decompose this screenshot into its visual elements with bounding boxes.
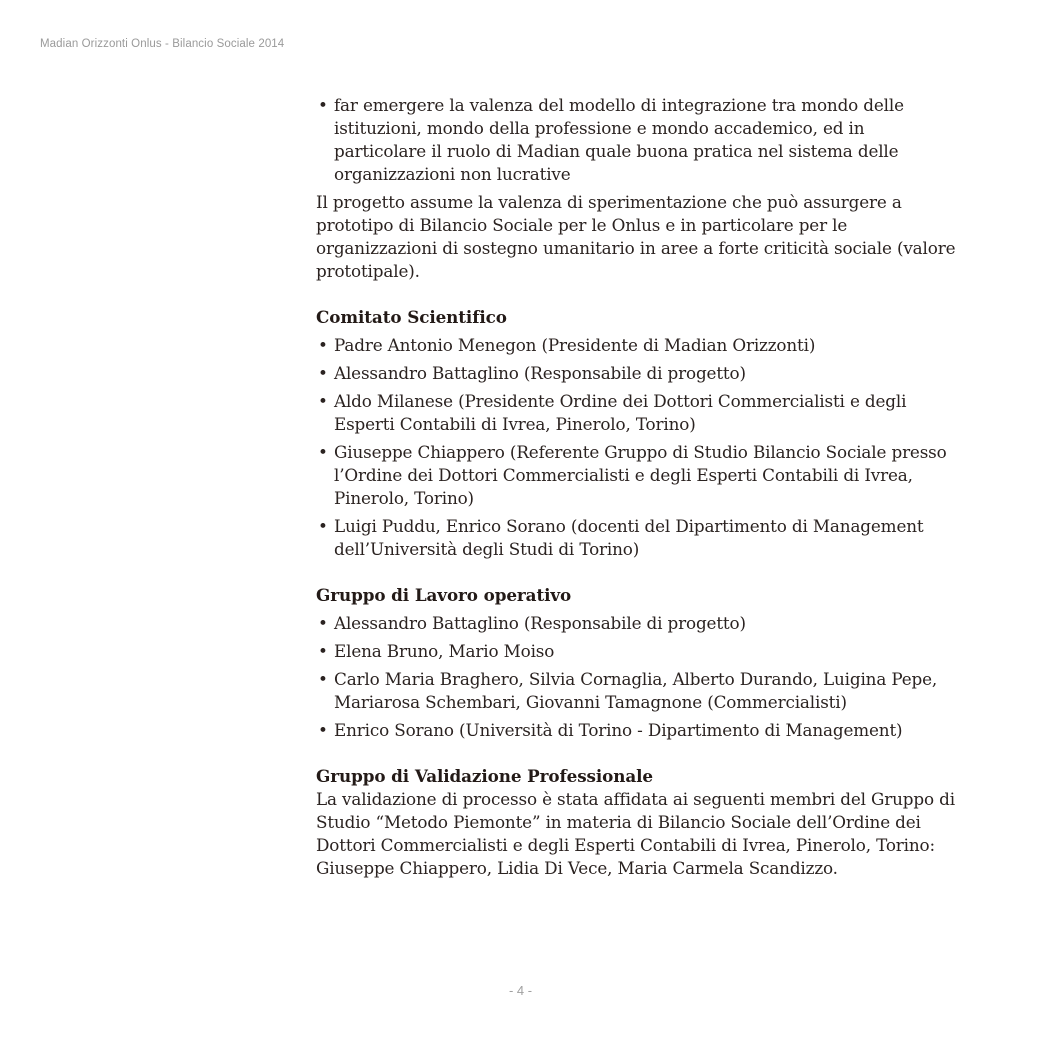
page-number: - 4 - [508,983,533,998]
bullet-icon: • [318,391,328,411]
list-item-text: Padre Antonio Menegon (Presidente di Madian Orizzonti) [334,335,816,355]
bullet-icon: • [318,613,328,633]
list-item-text: Enrico Sorano (Università di Torino - Dipartimento di Management) [334,720,903,740]
list-item-text: Aldo Milanese (Presidente Ordine dei Dottori Commercialisti e degli Esperti Contabili di Ivrea, Pinerolo, Torino) [334,391,907,434]
list-item-text: Giuseppe Chiappero (Referente Gruppo di Studio Bilancio Sociale presso l’Ordine dei Dottori Commercialisti e degli Esperti Contabili di Ivrea, Pinerolo, Torino) [334,442,947,508]
intro-paragraph: Il progetto assume la valenza di sperimentazione che può assurgere a prototipo di Bilancio Sociale per le Onlus e in particolare per le organizzazioni di sostegno umanitario in aree a forte criticità sociale (valore prototipale). [316,192,956,281]
gruppo-lavoro-list [316,612,956,742]
bullet-icon: • [318,516,328,536]
running-header: Madian Orizzonti Onlus - Bilancio Sociale 2014 [40,38,285,50]
comitato-section [316,306,956,561]
section-heading: Comitato Scientifico [316,307,507,327]
list-item-text: Carlo Maria Braghero, Silvia Cornaglia, Alberto Durando, Luigina Pepe, Mariarosa Schembari, Giovanni Tamagnone (Commercialisti) [334,669,938,712]
bullet-icon: • [318,720,328,740]
list-item [316,668,956,714]
bullet-icon: • [318,335,328,355]
bullet-icon: • [318,669,328,689]
list-item-text: Alessandro Battaglino (Responsabile di progetto) [334,613,746,633]
page-body [316,94,956,880]
list-item-text: far emergere la valenza del modello di integrazione tra mondo delle istituzioni, mondo della professione e mondo accademico, ed in particolare il ruolo di Madian quale buona pratica nel sistema delle organizzazioni non lucrative [334,95,904,184]
intro-bullet-list [316,94,956,186]
list-item [316,362,956,385]
bullet-icon: • [318,363,328,383]
section-heading: Gruppo di Lavoro operativo [316,585,572,605]
gruppo-lavoro-section [316,584,956,742]
list-item-text: Elena Bruno, Mario Moiso [334,641,555,661]
list-item [316,390,956,436]
gruppo-validazione-section [316,765,956,880]
section-heading: Gruppo di Validazione Professionale [316,766,653,786]
list-item [316,94,956,186]
bullet-icon: • [318,95,328,115]
list-item [316,441,956,510]
list-item [316,640,956,663]
bullet-icon: • [318,641,328,661]
list-item [316,719,956,742]
list-item-text: Alessandro Battaglino (Responsabile di progetto) [334,363,746,383]
validazione-paragraph: La validazione di processo è stata affidata ai seguenti membri del Gruppo di Studio “Metodo Piemonte” in materia di Bilancio Sociale dell’Ordine dei Dottori Commercialisti e degli Esperti Contabili di Ivrea, Pinerolo, Torino: Giuseppe Chiappero, Lidia Di Vece, Maria Carmela Scandizzo. [316,789,955,878]
comitato-list [316,334,956,561]
bullet-icon: • [318,442,328,462]
list-item [316,515,956,561]
list-item [316,612,956,635]
list-item-text: Luigi Puddu, Enrico Sorano (docenti del Dipartimento di Management dell’Università degli Studi di Torino) [334,516,924,559]
list-item [316,334,956,357]
